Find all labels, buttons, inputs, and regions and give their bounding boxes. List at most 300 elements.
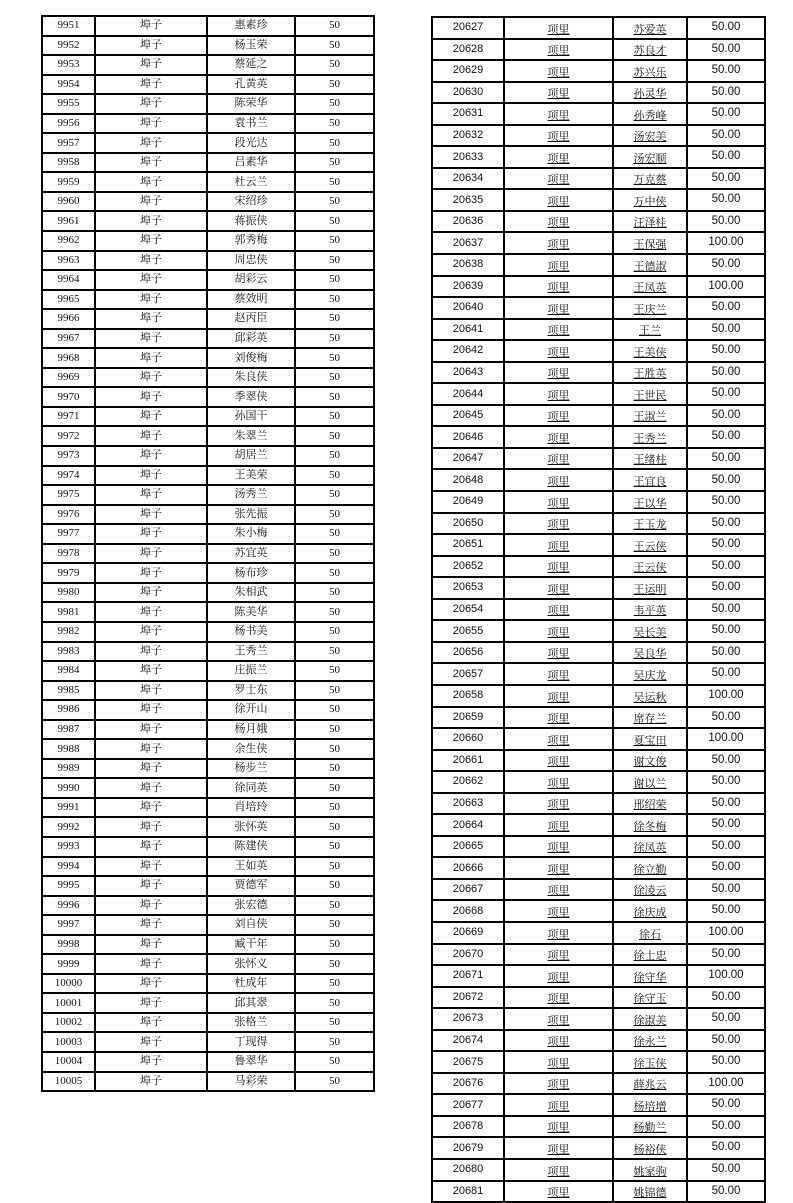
row-name-cell: 杨裕侠 [613, 1137, 687, 1159]
row-name-cell: 汤秀兰 [207, 485, 295, 505]
table-row [432, 469, 765, 491]
row-name-cell: 徐冬梅 [613, 814, 687, 836]
row-area-cell: 埠子 [95, 563, 207, 583]
row-id-cell: 20660 [432, 728, 504, 750]
row-name-cell: 王凤英 [613, 276, 687, 298]
table-row [432, 125, 765, 147]
row-area-cell: 埠子 [95, 681, 207, 701]
row-name-cell: 王德淑 [613, 254, 687, 276]
row-name-cell: 贾德军 [207, 876, 295, 896]
row-id-cell: 20640 [432, 297, 504, 319]
row-area-cell: 项里 [504, 405, 613, 427]
row-id-cell: 20632 [432, 125, 504, 147]
row-area-cell: 埠子 [95, 466, 207, 486]
row-area-cell: 项里 [504, 663, 613, 685]
row-amount-cell: 50 [295, 211, 374, 231]
row-name-cell: 薛兆云 [613, 1073, 687, 1095]
row-area-cell: 项里 [504, 1094, 613, 1116]
row-amount-cell: 50.00 [687, 1137, 765, 1159]
row-area-cell: 埠子 [95, 407, 207, 427]
table-row [42, 1072, 374, 1092]
row-amount-cell: 50.00 [687, 39, 765, 61]
row-name-cell: 王美荣 [207, 466, 295, 486]
table-row [432, 771, 765, 793]
row-area-cell: 项里 [504, 211, 613, 233]
table-row [42, 896, 374, 916]
row-name-cell: 杨勤兰 [613, 1116, 687, 1138]
row-amount-cell: 50.00 [687, 1159, 765, 1181]
table-row [42, 329, 374, 349]
row-name-cell: 徐凤英 [613, 836, 687, 858]
row-area-cell: 项里 [504, 793, 613, 815]
row-id-cell: 9958 [42, 153, 95, 173]
table-row [432, 900, 765, 922]
table-row [432, 491, 765, 513]
row-name-cell: 朱良侠 [207, 368, 295, 388]
row-id-cell: 10004 [42, 1052, 95, 1072]
row-name-cell: 徐淑美 [613, 1008, 687, 1030]
table-row [432, 663, 765, 685]
row-amount-cell: 50 [295, 661, 374, 681]
row-amount-cell: 50.00 [687, 599, 765, 621]
row-area-cell: 埠子 [95, 974, 207, 994]
table-row [42, 36, 374, 56]
row-amount-cell: 50 [295, 739, 374, 759]
row-amount-cell: 50 [295, 231, 374, 251]
row-area-cell: 项里 [504, 944, 613, 966]
row-id-cell: 9998 [42, 935, 95, 955]
table-row [42, 172, 374, 192]
row-name-cell: 刘俊梅 [207, 348, 295, 368]
table-row [42, 251, 374, 271]
table-row [42, 309, 374, 329]
table-row [432, 793, 765, 815]
row-amount-cell: 50.00 [687, 900, 765, 922]
row-id-cell: 10001 [42, 993, 95, 1013]
row-name-cell: 孙灵华 [613, 82, 687, 104]
row-amount-cell: 50.00 [687, 987, 765, 1009]
row-name-cell: 夏宝田 [613, 728, 687, 750]
table-row [42, 387, 374, 407]
table-row [42, 876, 374, 896]
row-id-cell: 9999 [42, 954, 95, 974]
row-id-cell: 9956 [42, 114, 95, 134]
row-id-cell: 9985 [42, 681, 95, 701]
row-name-cell: 庄振兰 [207, 661, 295, 681]
row-amount-cell: 50 [295, 368, 374, 388]
row-amount-cell: 50 [295, 681, 374, 701]
row-id-cell: 20670 [432, 944, 504, 966]
row-amount-cell: 50.00 [687, 448, 765, 470]
row-amount-cell: 50 [295, 837, 374, 857]
row-id-cell: 20679 [432, 1137, 504, 1159]
table-row [42, 1013, 374, 1033]
row-id-cell: 20652 [432, 556, 504, 578]
row-name-cell: 王保强 [613, 232, 687, 254]
row-name-cell: 王兰 [613, 319, 687, 341]
row-amount-cell: 50 [295, 1072, 374, 1092]
table-row [432, 944, 765, 966]
table-row [432, 1051, 765, 1073]
row-name-cell: 蔡延之 [207, 55, 295, 75]
row-name-cell: 余生侠 [207, 739, 295, 759]
row-area-cell: 埠子 [95, 993, 207, 1013]
table-row [42, 192, 374, 212]
row-area-cell: 埠子 [95, 857, 207, 877]
row-area-cell: 埠子 [95, 485, 207, 505]
row-id-cell: 20651 [432, 534, 504, 556]
table-row [432, 103, 765, 125]
row-area-cell: 项里 [504, 362, 613, 384]
row-name-cell: 马彩荣 [207, 1072, 295, 1092]
row-area-cell: 项里 [504, 276, 613, 298]
table-row [42, 114, 374, 134]
table-row [432, 426, 765, 448]
row-area-cell: 项里 [504, 599, 613, 621]
row-id-cell: 9997 [42, 915, 95, 935]
table-row [42, 211, 374, 231]
row-area-cell: 埠子 [95, 954, 207, 974]
row-name-cell: 杨布珍 [207, 563, 295, 583]
row-id-cell: 9952 [42, 36, 95, 56]
row-area-cell: 埠子 [95, 172, 207, 192]
row-area-cell: 项里 [504, 146, 613, 168]
row-amount-cell: 50.00 [687, 362, 765, 384]
row-id-cell: 9976 [42, 505, 95, 525]
table-row [42, 720, 374, 740]
row-area-cell: 埠子 [95, 720, 207, 740]
row-amount-cell: 50.00 [687, 857, 765, 879]
row-amount-cell: 50.00 [687, 814, 765, 836]
row-amount-cell: 50 [295, 700, 374, 720]
row-id-cell: 20661 [432, 750, 504, 772]
row-id-cell: 20665 [432, 836, 504, 858]
row-name-cell: 徐庆成 [613, 900, 687, 922]
table-row [432, 1181, 765, 1203]
row-id-cell: 20631 [432, 103, 504, 125]
row-name-cell: 汤宏美 [613, 125, 687, 147]
table-row [432, 750, 765, 772]
row-area-cell: 埠子 [95, 1072, 207, 1092]
row-name-cell: 孙国干 [207, 407, 295, 427]
row-area-cell: 项里 [504, 577, 613, 599]
row-area-cell: 项里 [504, 319, 613, 341]
row-area-cell: 项里 [504, 491, 613, 513]
table-row [42, 739, 374, 759]
row-amount-cell: 50.00 [687, 146, 765, 168]
row-area-cell: 项里 [504, 1030, 613, 1052]
row-id-cell: 20674 [432, 1030, 504, 1052]
row-name-cell: 胡居兰 [207, 446, 295, 466]
table-row [432, 685, 765, 707]
table-row [432, 146, 765, 168]
row-id-cell: 20639 [432, 276, 504, 298]
row-name-cell: 吴庆龙 [613, 663, 687, 685]
row-area-cell: 埠子 [95, 231, 207, 251]
row-id-cell: 20673 [432, 1008, 504, 1030]
row-name-cell: 邱彩英 [207, 329, 295, 349]
row-name-cell: 孔黄英 [207, 75, 295, 95]
row-amount-cell: 50.00 [687, 836, 765, 858]
table-row [432, 319, 765, 341]
row-amount-cell: 50 [295, 1013, 374, 1033]
row-name-cell: 杨培增 [613, 1094, 687, 1116]
row-area-cell: 埠子 [95, 387, 207, 407]
row-amount-cell: 50 [295, 622, 374, 642]
row-amount-cell: 50.00 [687, 426, 765, 448]
row-area-cell: 埠子 [95, 817, 207, 837]
row-amount-cell: 50 [295, 759, 374, 779]
row-id-cell: 20657 [432, 663, 504, 685]
row-id-cell: 9953 [42, 55, 95, 75]
row-amount-cell: 50 [295, 954, 374, 974]
row-name-cell: 汪泽桂 [613, 211, 687, 233]
row-name-cell: 万克蔡 [613, 168, 687, 190]
row-id-cell: 9957 [42, 133, 95, 153]
row-area-cell: 埠子 [95, 1013, 207, 1033]
row-name-cell: 杨步兰 [207, 759, 295, 779]
row-id-cell: 9994 [42, 857, 95, 877]
row-id-cell: 20677 [432, 1094, 504, 1116]
roster-table-right-body [432, 17, 765, 1202]
table-row [432, 1094, 765, 1116]
row-amount-cell: 50 [295, 172, 374, 192]
row-area-cell: 埠子 [95, 778, 207, 798]
row-id-cell: 20629 [432, 60, 504, 82]
row-amount-cell: 50.00 [687, 577, 765, 599]
table-row [42, 583, 374, 603]
row-area-cell: 埠子 [95, 544, 207, 564]
row-name-cell: 张先振 [207, 505, 295, 525]
row-name-cell: 张怀英 [207, 817, 295, 837]
table-row [42, 661, 374, 681]
row-area-cell: 项里 [504, 254, 613, 276]
table-row [432, 297, 765, 319]
row-id-cell: 9992 [42, 817, 95, 837]
row-amount-cell: 50 [295, 251, 374, 271]
row-name-cell: 邱其翠 [207, 993, 295, 1013]
table-row [432, 1116, 765, 1138]
table-row [42, 915, 374, 935]
row-name-cell: 蒋振侠 [207, 211, 295, 231]
table-row [42, 954, 374, 974]
row-area-cell: 埠子 [95, 16, 207, 36]
row-area-cell: 埠子 [95, 700, 207, 720]
row-name-cell: 苏良才 [613, 39, 687, 61]
row-area-cell: 项里 [504, 1116, 613, 1138]
row-amount-cell: 50 [295, 466, 374, 486]
table-row [432, 1137, 765, 1159]
row-amount-cell: 50.00 [687, 771, 765, 793]
table-row [42, 466, 374, 486]
row-area-cell: 埠子 [95, 1052, 207, 1072]
row-area-cell: 项里 [504, 642, 613, 664]
row-amount-cell: 100.00 [687, 922, 765, 944]
row-area-cell: 埠子 [95, 94, 207, 114]
row-name-cell: 王美侠 [613, 340, 687, 362]
row-name-cell: 张宏德 [207, 896, 295, 916]
row-amount-cell: 50.00 [687, 469, 765, 491]
row-amount-cell: 50.00 [687, 1094, 765, 1116]
row-amount-cell: 50.00 [687, 125, 765, 147]
row-name-cell: 汤宏顺 [613, 146, 687, 168]
row-amount-cell: 50 [295, 290, 374, 310]
row-id-cell: 20647 [432, 448, 504, 470]
row-id-cell: 9975 [42, 485, 95, 505]
table-row [432, 922, 765, 944]
row-area-cell: 项里 [504, 1181, 613, 1203]
row-area-cell: 项里 [504, 728, 613, 750]
row-area-cell: 埠子 [95, 798, 207, 818]
table-row [432, 60, 765, 82]
row-area-cell: 项里 [504, 685, 613, 707]
row-amount-cell: 100.00 [687, 232, 765, 254]
row-id-cell: 9979 [42, 563, 95, 583]
row-id-cell: 20635 [432, 189, 504, 211]
row-amount-cell: 50 [295, 153, 374, 173]
row-area-cell: 项里 [504, 556, 613, 578]
row-id-cell: 9996 [42, 896, 95, 916]
table-row [42, 270, 374, 290]
row-amount-cell: 50 [295, 55, 374, 75]
row-amount-cell: 50.00 [687, 513, 765, 535]
row-name-cell: 王运明 [613, 577, 687, 599]
row-name-cell: 鲁翠华 [207, 1052, 295, 1072]
table-row [432, 556, 765, 578]
row-area-cell: 项里 [504, 987, 613, 1009]
row-id-cell: 9987 [42, 720, 95, 740]
row-amount-cell: 50.00 [687, 17, 765, 39]
row-id-cell: 9986 [42, 700, 95, 720]
row-amount-cell: 50.00 [687, 1051, 765, 1073]
row-amount-cell: 50 [295, 485, 374, 505]
table-row [42, 75, 374, 95]
row-area-cell: 埠子 [95, 133, 207, 153]
table-row [432, 879, 765, 901]
row-amount-cell: 50 [295, 563, 374, 583]
table-row [432, 39, 765, 61]
table-row [432, 276, 765, 298]
row-amount-cell: 100.00 [687, 276, 765, 298]
row-id-cell: 9983 [42, 642, 95, 662]
row-name-cell: 王云侠 [613, 556, 687, 578]
row-id-cell: 9970 [42, 387, 95, 407]
row-area-cell: 埠子 [95, 55, 207, 75]
row-area-cell: 项里 [504, 513, 613, 535]
row-id-cell: 9984 [42, 661, 95, 681]
row-area-cell: 项里 [504, 103, 613, 125]
row-name-cell: 杜成年 [207, 974, 295, 994]
row-area-cell: 项里 [504, 426, 613, 448]
row-area-cell: 埠子 [95, 192, 207, 212]
row-amount-cell: 50 [295, 993, 374, 1013]
table-row [42, 290, 374, 310]
row-name-cell: 苏兴乐 [613, 60, 687, 82]
table-row [432, 513, 765, 535]
table-row [42, 446, 374, 466]
row-amount-cell: 50 [295, 602, 374, 622]
table-row [42, 857, 374, 877]
table-row [432, 814, 765, 836]
row-amount-cell: 50 [295, 583, 374, 603]
row-id-cell: 20643 [432, 362, 504, 384]
row-id-cell: 20667 [432, 879, 504, 901]
row-name-cell: 刘自侠 [207, 915, 295, 935]
row-amount-cell: 50.00 [687, 319, 765, 341]
row-amount-cell: 50 [295, 94, 374, 114]
row-id-cell: 10000 [42, 974, 95, 994]
table-row [42, 563, 374, 583]
row-name-cell: 臧干年 [207, 935, 295, 955]
row-name-cell: 苏宜英 [207, 544, 295, 564]
row-amount-cell: 50.00 [687, 707, 765, 729]
row-name-cell: 王世民 [613, 383, 687, 405]
row-amount-cell: 50 [295, 309, 374, 329]
row-area-cell: 埠子 [95, 935, 207, 955]
row-id-cell: 9960 [42, 192, 95, 212]
row-area-cell: 项里 [504, 620, 613, 642]
row-name-cell: 郭秀梅 [207, 231, 295, 251]
table-row [432, 82, 765, 104]
row-area-cell: 项里 [504, 750, 613, 772]
row-amount-cell: 100.00 [687, 685, 765, 707]
row-area-cell: 项里 [504, 39, 613, 61]
row-area-cell: 项里 [504, 1159, 613, 1181]
row-id-cell: 20628 [432, 39, 504, 61]
table-row [42, 798, 374, 818]
table-row [432, 362, 765, 384]
table-row [432, 987, 765, 1009]
table-row [432, 1030, 765, 1052]
row-id-cell: 20637 [432, 232, 504, 254]
row-id-cell: 20669 [432, 922, 504, 944]
row-area-cell: 埠子 [95, 75, 207, 95]
row-id-cell: 20636 [432, 211, 504, 233]
row-name-cell: 王淑兰 [613, 405, 687, 427]
row-amount-cell: 50 [295, 778, 374, 798]
row-area-cell: 项里 [504, 168, 613, 190]
row-name-cell: 陈美华 [207, 602, 295, 622]
row-amount-cell: 50.00 [687, 103, 765, 125]
row-id-cell: 9977 [42, 524, 95, 544]
table-row [432, 707, 765, 729]
row-name-cell: 丁现得 [207, 1032, 295, 1052]
row-area-cell: 项里 [504, 857, 613, 879]
table-row [42, 407, 374, 427]
row-amount-cell: 50 [295, 75, 374, 95]
row-amount-cell: 50 [295, 1052, 374, 1072]
row-area-cell: 埠子 [95, 915, 207, 935]
row-amount-cell: 50 [295, 407, 374, 427]
row-amount-cell: 50 [295, 446, 374, 466]
row-area-cell: 项里 [504, 1137, 613, 1159]
row-area-cell: 埠子 [95, 837, 207, 857]
row-amount-cell: 50.00 [687, 556, 765, 578]
table-row [42, 55, 374, 75]
row-amount-cell: 50.00 [687, 879, 765, 901]
row-area-cell: 埠子 [95, 290, 207, 310]
row-amount-cell: 50 [295, 524, 374, 544]
row-name-cell: 邢绍荣 [613, 793, 687, 815]
row-area-cell: 项里 [504, 1051, 613, 1073]
row-area-cell: 项里 [504, 82, 613, 104]
row-id-cell: 20663 [432, 793, 504, 815]
row-name-cell: 张格兰 [207, 1013, 295, 1033]
row-name-cell: 吴长美 [613, 620, 687, 642]
row-amount-cell: 50 [295, 426, 374, 446]
row-area-cell: 项里 [504, 340, 613, 362]
row-name-cell: 惠素珍 [207, 16, 295, 36]
